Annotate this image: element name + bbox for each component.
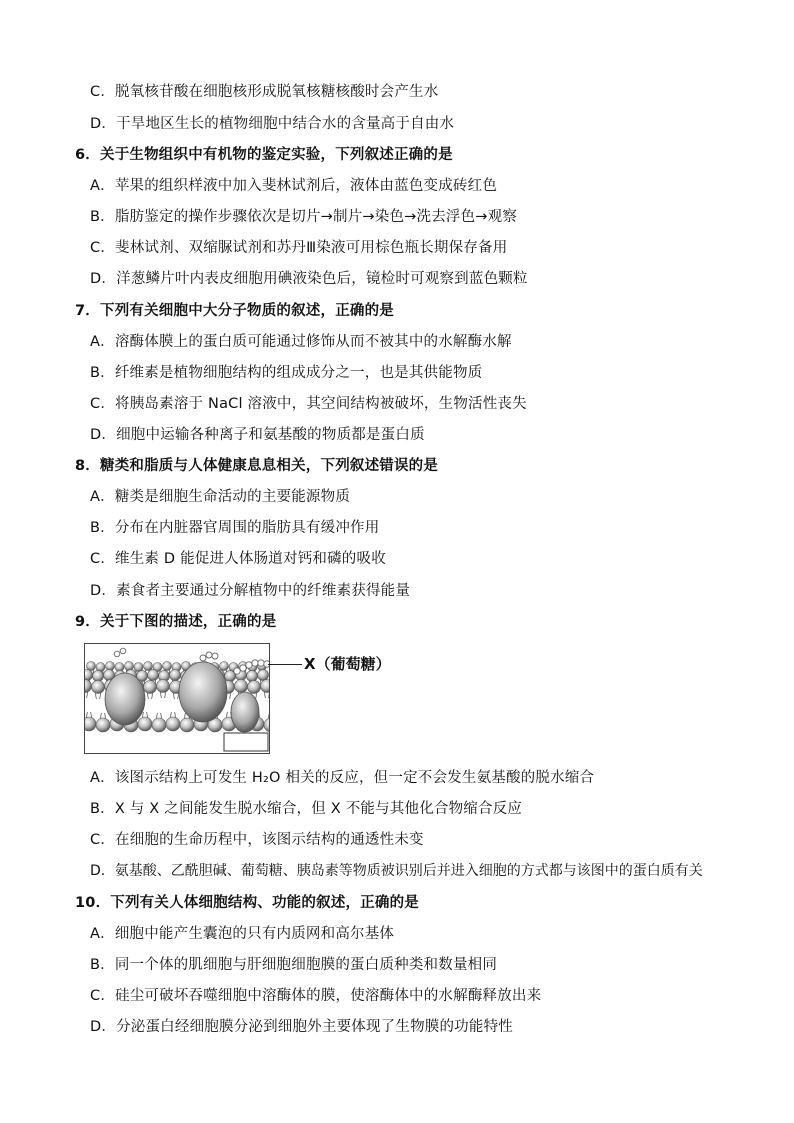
q9-option-b: B．X 与 X 之间能发生脱水缩合，但 X 不能与其他化合物缩合反应 bbox=[90, 801, 523, 817]
q5-option-c: C．脱氧核苷酸在细胞核形成脱氧核糖核酸时会产生水 bbox=[90, 84, 439, 100]
q9-option-d: D．氨基酸、乙酰胆碱、葡萄糖、胰岛素等物质被识别后并进入细胞的方式都与该图中的蛋白质有关 bbox=[90, 863, 703, 879]
q10-option-d: D．分泌蛋白经细胞膜分泌到细胞外主要体现了生物膜的功能特性 bbox=[90, 1019, 513, 1035]
question-6-stem: 6．关于生物组织中有机物的鉴定实验，下列叙述正确的是 bbox=[75, 147, 453, 163]
q9-option-a: A．该图示结构上可发生 H₂O 相关的反应，但一定不会发生氨基酸的脱水缩合 bbox=[90, 770, 595, 786]
phospholipid-head bbox=[235, 680, 248, 693]
phospholipid-head bbox=[92, 681, 105, 694]
q8-option-d: D．素食者主要通过分解植物中的纤维素获得能量 bbox=[90, 583, 411, 599]
phospholipid-head bbox=[248, 681, 261, 694]
question-7-stem: 7．下列有关细胞中大分子物质的叙述，正确的是 bbox=[75, 303, 394, 319]
phospholipid-head bbox=[125, 662, 134, 671]
phospholipid-head bbox=[166, 717, 180, 731]
phospholipid-head bbox=[138, 717, 152, 731]
q8-option-b: B．分布在内脏器官周围的脂肪具有缓冲作用 bbox=[90, 520, 380, 536]
q6-option-c: C．斐林试剂、双缩脲试剂和苏丹Ⅲ染液可用棕色瓶长期保存备用 bbox=[90, 240, 508, 256]
phospholipid-head bbox=[144, 681, 157, 694]
phospholipid-head bbox=[106, 662, 115, 671]
phospholipid-head bbox=[85, 717, 96, 731]
phospholipid-head bbox=[152, 718, 166, 732]
figure-label-x-glucose: X（葡萄糖） bbox=[304, 655, 391, 673]
q7-option-a: A．溶酶体膜上的蛋白质可能通过修饰从而不被其中的水解酶水解 bbox=[90, 334, 512, 350]
q10-option-a: A．细胞中能产生囊泡的只有内质网和高尔基体 bbox=[90, 926, 395, 942]
phospholipid-head bbox=[87, 662, 96, 671]
q5-option-d: D．干旱地区生长的植物细胞中结合水的含量高于自由水 bbox=[90, 116, 455, 132]
phospholipid-head bbox=[134, 663, 143, 672]
phospholipid-head bbox=[148, 670, 159, 681]
phospholipid-head bbox=[180, 718, 194, 732]
question-10-stem: 10．下列有关人体细胞结构、功能的叙述，正确的是 bbox=[75, 895, 419, 911]
figure-inset-box bbox=[224, 733, 268, 751]
q7-option-c: C．将胰岛素溶于 NaCl 溶液中，其空间结构被破坏，生物活性丧失 bbox=[90, 396, 527, 412]
q7-option-b: B．纤维素是植物细胞结构的组成成分之一，也是其供能物质 bbox=[90, 365, 483, 381]
phospholipid-head bbox=[157, 680, 170, 693]
phospholipid-head bbox=[115, 663, 124, 672]
q8-option-a: A．糖类是细胞生命活动的主要能源物质 bbox=[90, 489, 351, 505]
membrane-illustration bbox=[85, 644, 270, 754]
membrane-figure bbox=[84, 643, 270, 754]
q10-option-b: B．同一个体的肌细胞与肝细胞细胞膜的蛋白质种类和数量相同 bbox=[90, 957, 498, 973]
phospholipid-head bbox=[258, 670, 269, 681]
question-8-stem: 8．糖类和脂质与人体健康息息相关，下列叙述错误的是 bbox=[75, 458, 439, 474]
q6-option-d: D．洋葱鳞片叶内表皮细胞用碘液染色后，镜检时可观察到蓝色颗粒 bbox=[90, 271, 528, 287]
phospholipid-head bbox=[247, 671, 258, 682]
phospholipid-head bbox=[170, 670, 181, 681]
phospholipid-head bbox=[144, 662, 153, 671]
phospholipid-head bbox=[93, 671, 104, 682]
q6-option-b: B．脂肪鉴定的操作步骤依次是切片→制片→染色→洗去浮色→观察 bbox=[90, 209, 518, 225]
q9-option-c: C．在细胞的生命历程中，该图示结构的通透性未变 bbox=[90, 832, 424, 848]
phospholipid-head bbox=[96, 663, 105, 672]
q6-option-a: A．苹果的组织样液中加入斐林试剂后，液体由蓝色变成砖红色 bbox=[90, 178, 498, 194]
label-leader-line bbox=[268, 664, 302, 665]
q10-option-c: C．硅尘可破坏吞噬细胞中溶酶体的膜，使溶酶体中的水解酶释放出来 bbox=[90, 988, 542, 1004]
question-9-stem: 9．关于下图的描述，正确的是 bbox=[75, 614, 277, 630]
phospholipid-head bbox=[163, 662, 172, 671]
q7-option-d: D．细胞中运输各种离子和氨基酸的物质都是蛋白质 bbox=[90, 427, 425, 443]
phospholipid-head bbox=[220, 662, 229, 671]
q8-option-c: C．维生素 D 能促进人体肠道对钙和磷的吸收 bbox=[90, 551, 386, 567]
phospholipid-head bbox=[96, 718, 110, 732]
